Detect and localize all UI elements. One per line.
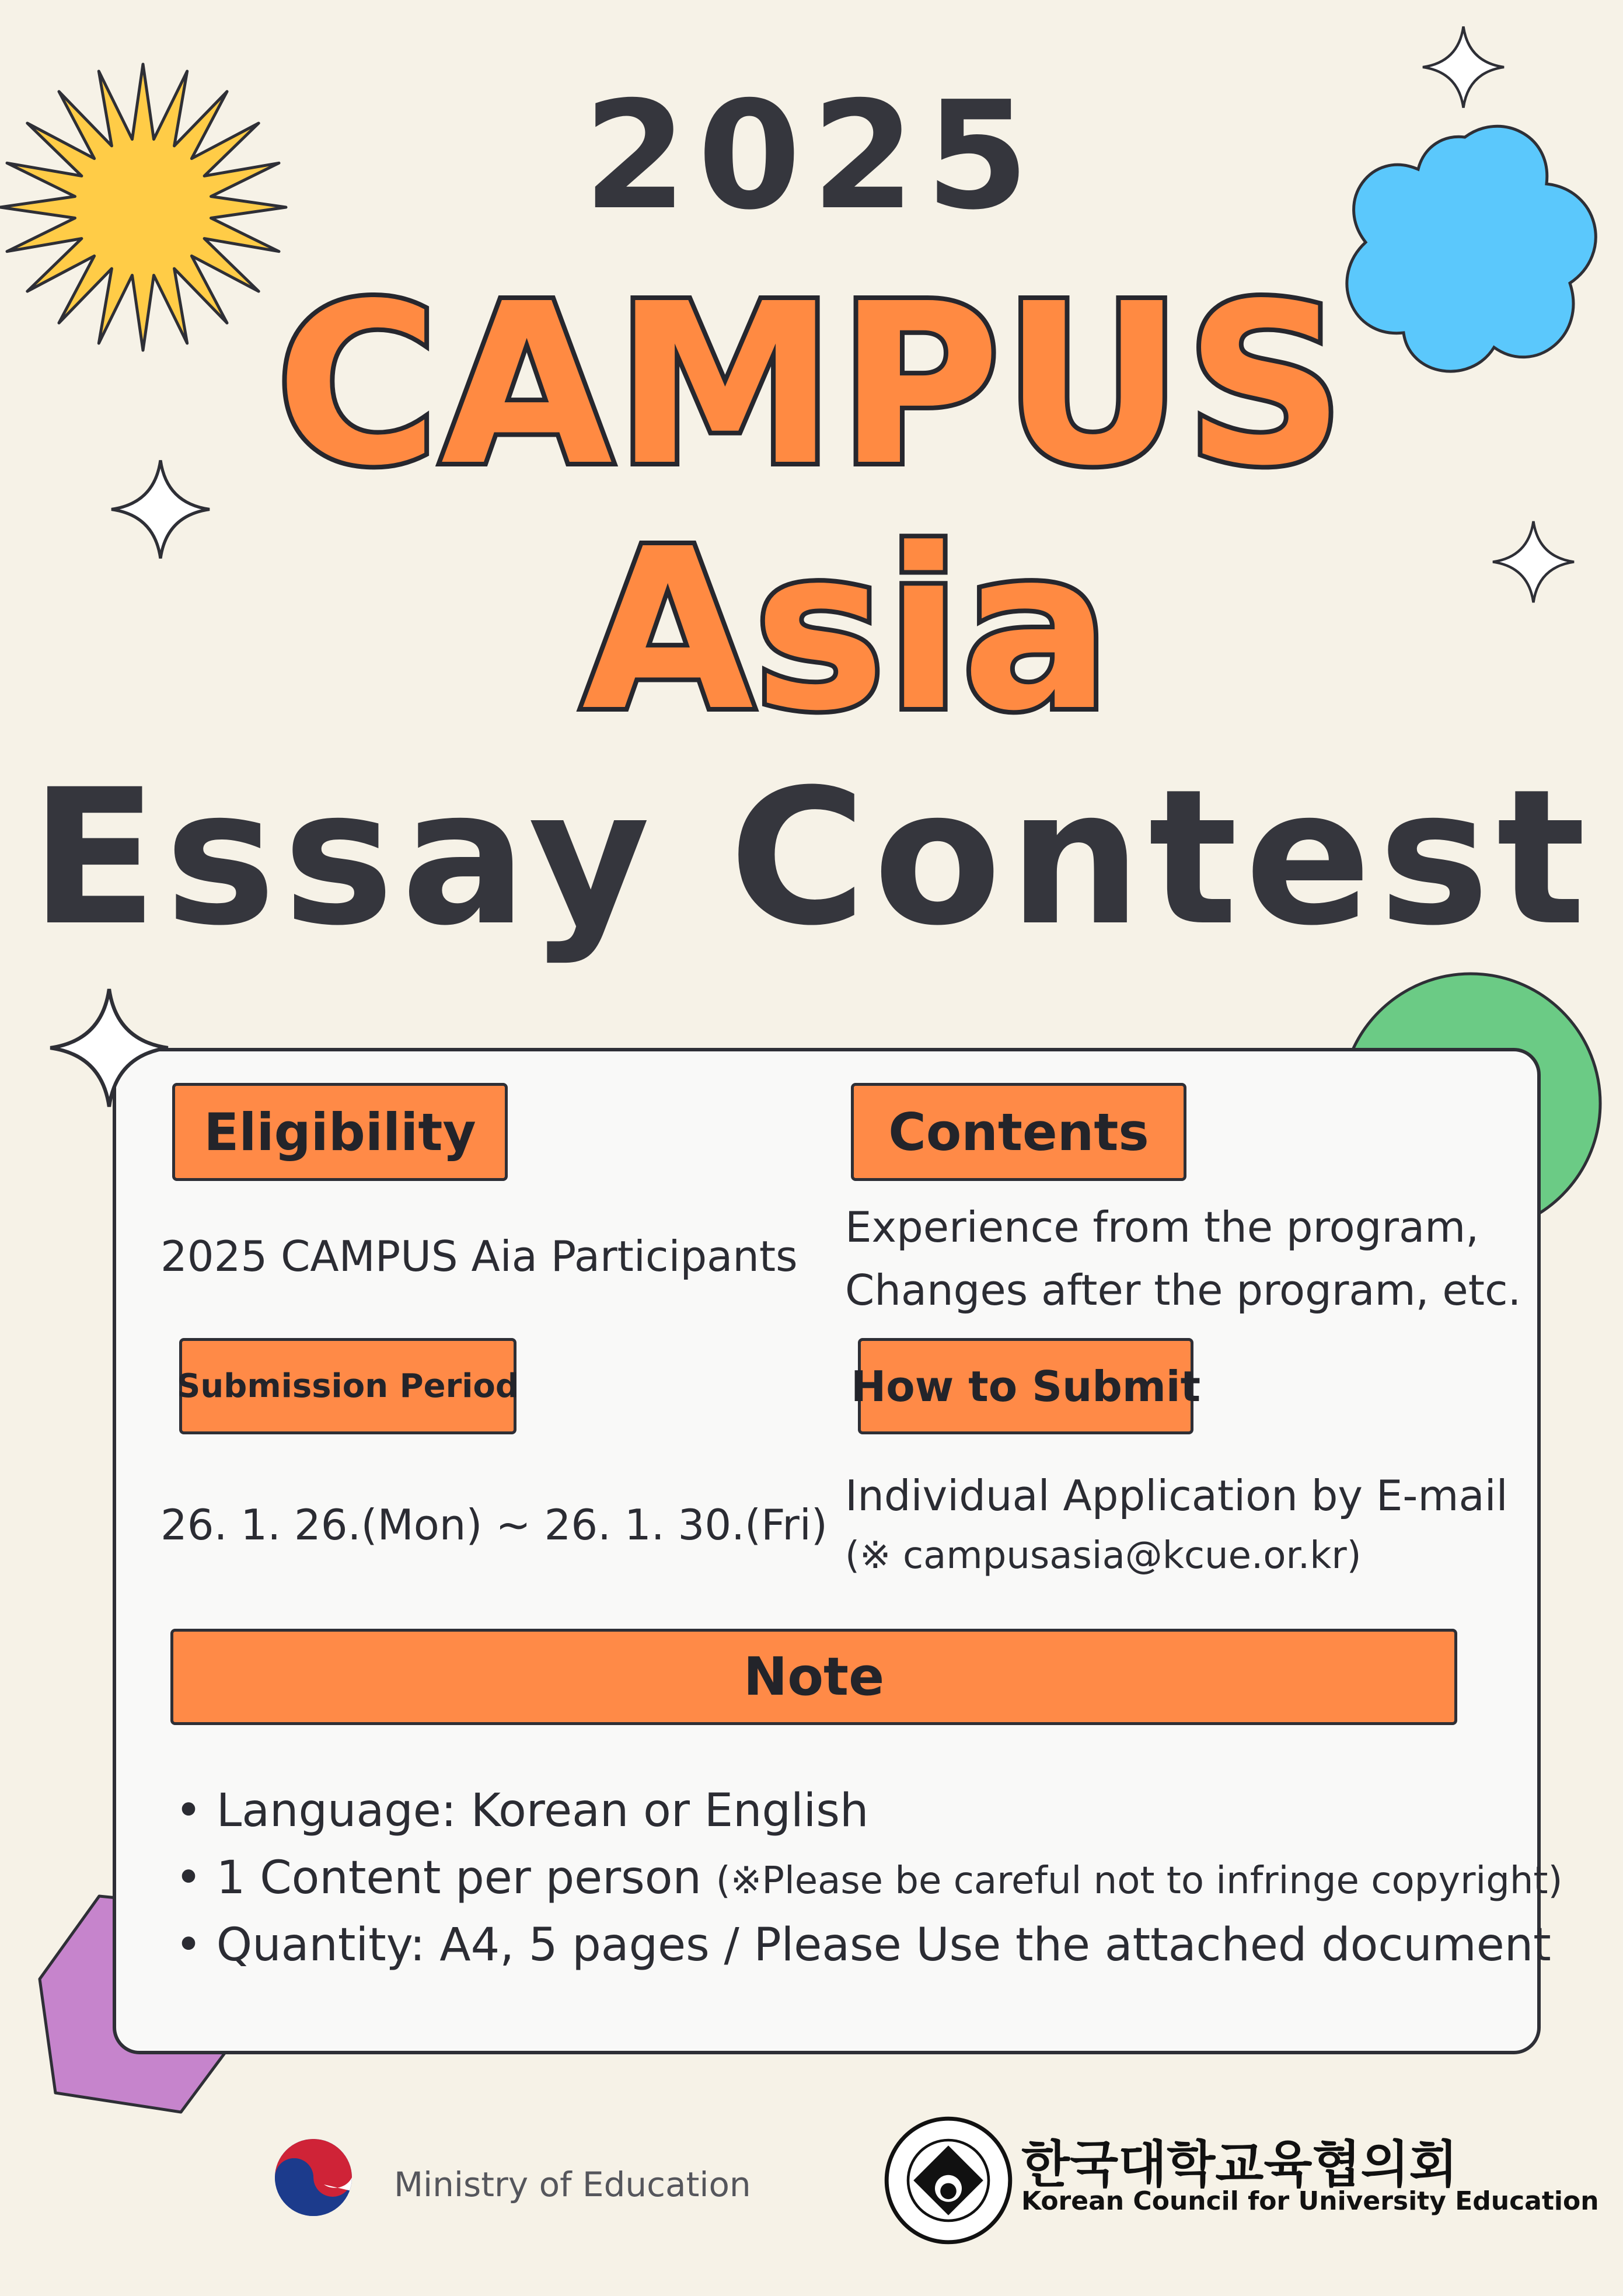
- how-to-submit-line-1: Individual Application by E-mail: [845, 1471, 1508, 1520]
- title-year: 2025: [583, 69, 1040, 243]
- note-item-language: • Language: Korean or English: [175, 1785, 869, 1837]
- note-item-content: • 1 Content per person (※Please be careful not to infringe copyright): [175, 1852, 1563, 1904]
- eligibility-text: 2025 CAMPUS Aia Participants: [160, 1232, 798, 1281]
- contents-tag: Contents: [851, 1083, 1186, 1181]
- how-to-submit-email: (※ campusasia@kcue.or.kr): [845, 1534, 1362, 1577]
- how-to-submit-tag: How to Submit: [858, 1338, 1193, 1434]
- note-tag: Note: [170, 1629, 1457, 1725]
- title-essay-contest: Essay Contest: [30, 750, 1593, 967]
- title-campus: CAMPUS: [275, 256, 1348, 514]
- kcue-seal-logo: [881, 2113, 1015, 2248]
- kcue-korean-name: 한국대학교육협의회: [1021, 2135, 1458, 2194]
- ministry-name: Ministry of Education: [394, 2165, 751, 2204]
- submission-period-text: 26. 1. 26.(Mon) ~ 26. 1. 30.(Fri): [160, 1500, 828, 1549]
- kcue-english-name: Korean Council for University Education: [1021, 2186, 1599, 2216]
- note-item-quantity: • Quantity: A4, 5 pages / Please Use the attached document: [175, 1919, 1551, 1971]
- eligibility-tag: Eligibility: [172, 1083, 508, 1181]
- contents-line-2: Changes after the program, etc.: [845, 1266, 1521, 1315]
- sparkle-icon: [48, 987, 170, 1109]
- title-asia: Asia: [582, 501, 1111, 759]
- contents-line-1: Experience from the program,: [845, 1203, 1479, 1252]
- taegeuk-logo: [270, 2134, 357, 2221]
- note-list: [175, 1778, 1562, 1979]
- submission-period-tag: Submission Period: [179, 1338, 516, 1434]
